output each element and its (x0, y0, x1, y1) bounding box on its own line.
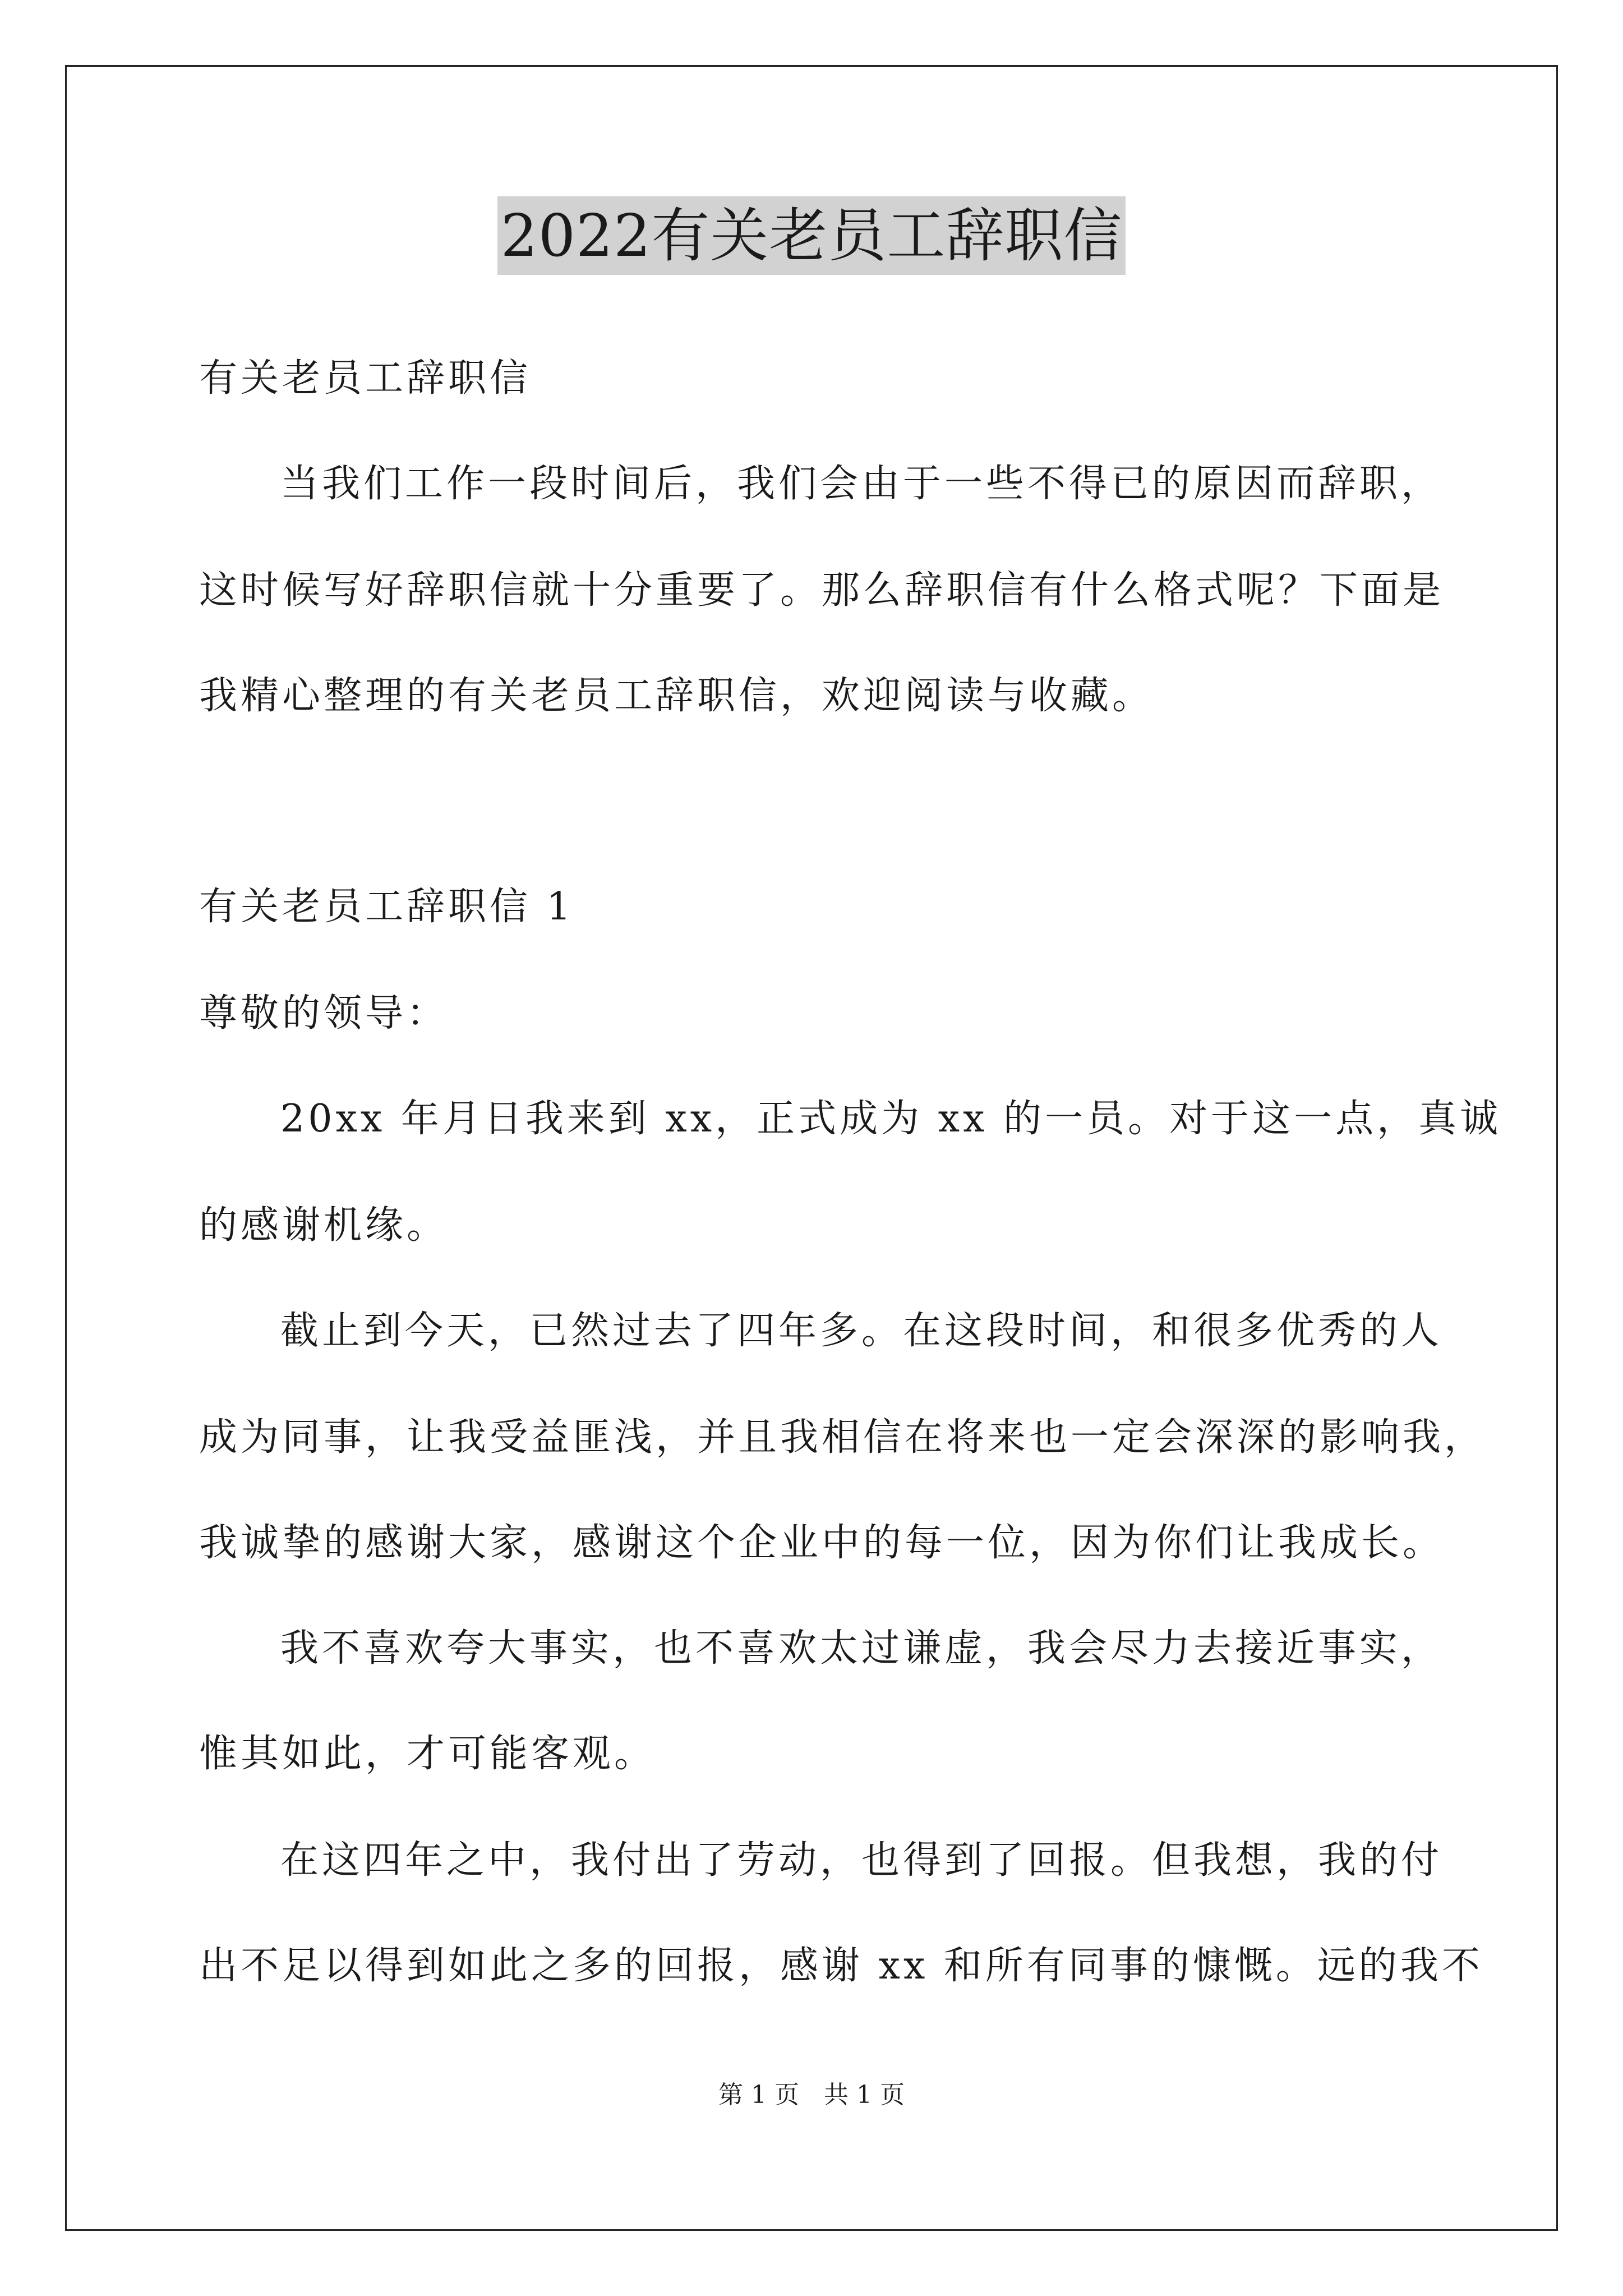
page-footer: 第 1 页 共 1 页 (718, 2081, 905, 2109)
salutation: 尊敬的领导： (199, 991, 449, 1036)
text-line: 我不喜欢夸大事实，也不喜欢太过谦虚，我会尽力去接近事实， (280, 1626, 1443, 1671)
text-line: 20xx 年月日我来到 xx，正式成为 xx 的一员。对于这一点，真诚 (280, 1097, 1502, 1141)
text-line: 成为同事，让我受益匪浅，并且我相信在将来也一定会深深的影响我， (199, 1415, 1486, 1460)
text-line: 这时候写好辞职信就十分重要了。那么辞职信有什么格式呢？下面是 (199, 568, 1445, 613)
text-line: 当我们工作一段时间后，我们会由于一些不得已的原因而辞职， (280, 462, 1443, 506)
text-line: 截止到今天，已然过去了四年多。在这段时间，和很多优秀的人 (280, 1309, 1443, 1353)
text-line: 惟其如此，才可能客观。 (199, 1732, 656, 1776)
document-title: 2022有关老员工辞职信 (497, 196, 1126, 275)
section-heading: 有关老员工辞职信 1 (199, 885, 574, 929)
text-line: 我精心整理的有关老员工辞职信，欢迎阅读与收藏。 (199, 674, 1154, 718)
text-line: 有关老员工辞职信 (199, 356, 532, 401)
title-container (0, 196, 1623, 275)
text-line: 出不足以得到如此之多的回报，感谢 xx 和所有同事的慷慨。远的我不 (199, 1944, 1483, 1988)
text-line: 在这四年之中，我付出了劳动，也得到了回报。但我想，我的付 (280, 1838, 1443, 1883)
text-line: 的感谢机缘。 (199, 1203, 449, 1248)
text-line: 我诚挚的感谢大家，感谢这个企业中的每一位，因为你们让我成长。 (199, 1521, 1445, 1565)
